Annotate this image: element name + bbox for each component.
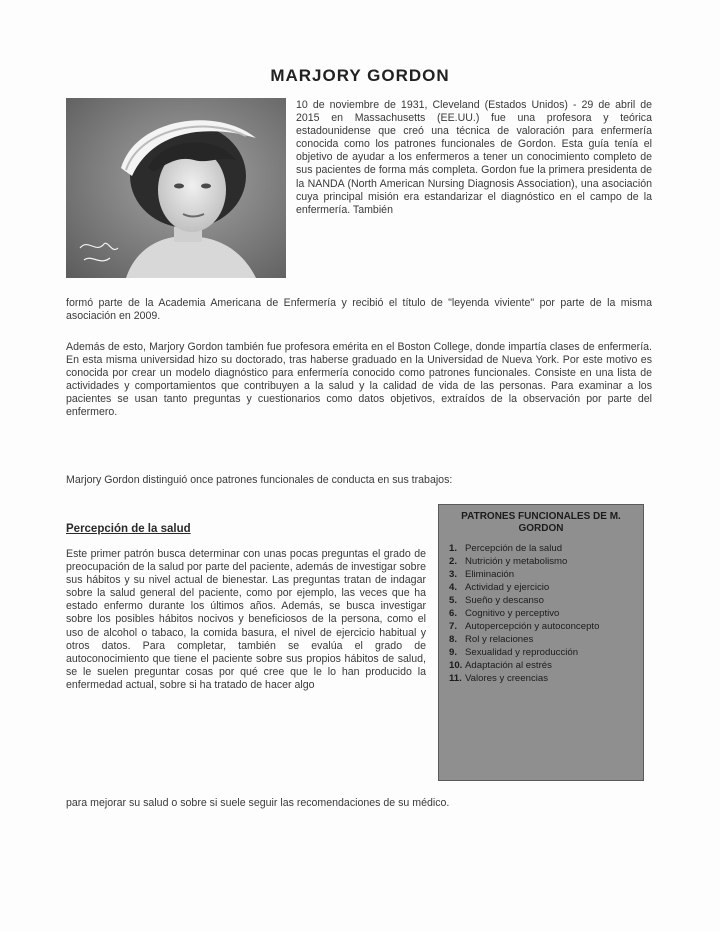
pattern-item: 3. Eliminación — [449, 569, 515, 580]
biography-paragraph-2: Además de esto, Marjory Gordon también fue profesora emérita en el Boston College, donde impartía clases de enfermería. En esta misma universidad hizo su doctorado, tras haberse graduado en la Universidad de Nueva York. Por este motivo es conocida por crear un modelo diagnóstico para enfermería conocido como patrones funcionales. Consiste en una lista de actividades y comportamientos que contribuyen a la salud y la calidad de vida de las personas. Para examinar a los pacientes se usan tanto preguntas y cuestionarios como datos objetivos, extraídos de la observación por parte del enfermero. — [66, 341, 652, 419]
pattern-item: 5. Sueño y descanso — [449, 595, 544, 606]
pattern-item: 7. Autopercepción y autoconcepto — [449, 621, 600, 632]
functional-patterns-box — [438, 504, 644, 781]
patterns-intro: Marjory Gordon distinguió once patrones funcionales de conducta en sus trabajos: — [66, 474, 453, 486]
pattern-item: 6. Cognitivo y perceptivo — [449, 608, 560, 619]
page-title: MARJORY GORDON — [270, 66, 450, 85]
portrait-image — [66, 98, 286, 278]
pattern-item: 8. Rol y relaciones — [449, 634, 534, 645]
health-perception-paragraph: Este primer patrón busca determinar con unas pocas preguntas el grado de preocupación de la salud por parte del paciente, además de investigar sobre sus hábitos y su nivel actual de bienestar. Las preguntas tratan de indagar sobre la salud general del paciente, como por ejemplo, las veces que ha estado enfermo durante los últimos años. Además, se busca investigar sobre los posibles hábitos nocivos y beneficiosos de la persona, como el uso de alcohol o tabaco, la comida basura, el nivel de ejercicio habitual y otros datos. Para completar, también se evalúa el grado de autoconocimiento que tiene el paciente sobre sus propios hábitos de salud, se le suelen preguntar cosas por qué cree que le lo han producido la enfermedad actual, sobre si ha tratado de hacer algo — [66, 548, 426, 691]
section-heading-health-perception: Percepción de la salud — [66, 523, 191, 535]
functional-patterns-list — [439, 543, 643, 685]
biography-paragraph-top: 10 de noviembre de 1931, Cleveland (Estados Unidos) - 29 de abril de 2015 en Massachusetts (EE.UU.) fue una profesora y teórica estadounidense que creó una técnica de valoración para enfermería conocida como los patrones funcionales de Gordon. Esta guía tenía el objetivo de ayudar a los enfermeros a tener un conocimiento completo de sus pacientes de forma más completa. Gordon fue la primera presidenta de la NANDA (North American Nursing Diagnosis Association), una asociación cuya principal misión era estandarizar el diagnóstico en el campo de la enfermería. También — [296, 99, 652, 216]
pattern-item: 1. Percepción de la salud — [449, 543, 563, 554]
pattern-item: 11. Valores y creencias — [449, 673, 549, 684]
pattern-item: 9. Sexualidad y reproducción — [449, 647, 579, 658]
health-perception-paragraph-tail: para mejorar su salud o sobre si suele seguir las recomendaciones de su médico. — [66, 797, 450, 809]
pattern-item: 2. Nutrición y metabolismo — [449, 556, 568, 567]
pattern-item: 4. Actividad y ejercicio — [449, 582, 550, 593]
pattern-item: 10. Adaptación al estrés — [449, 660, 552, 671]
functional-patterns-title: PATRONES FUNCIONALES DE M. GORDON — [461, 511, 621, 534]
biography-paragraph-continuation: formó parte de la Academia Americana de Enfermería y recibió el título de "leyenda viviente" por parte de la misma asociación en 2009. — [66, 297, 652, 323]
portrait-photo — [66, 98, 286, 278]
